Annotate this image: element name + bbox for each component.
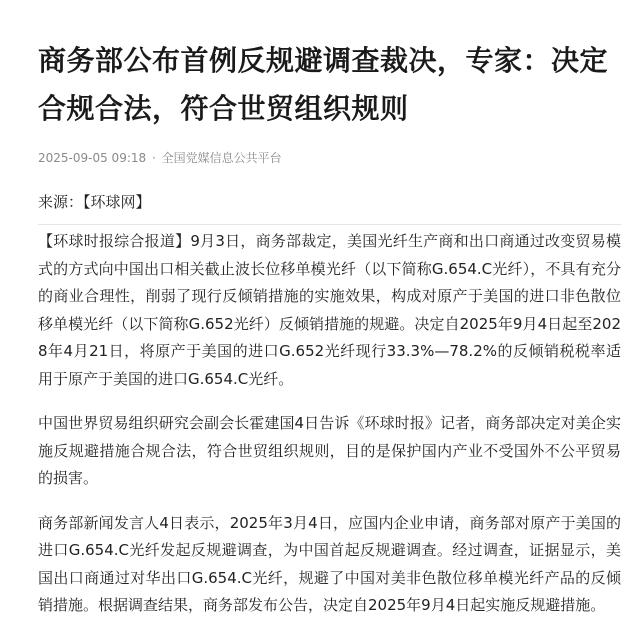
paragraph-1: 【环球时报综合报道】9月3日，商务部裁定，美国光纤生产商和出口商通过改变贸易模式的方式向中国出口相关截止波长位移单模光纤（以下简称G.654.C光纤），不具有充分的商业合理性，削弱了现行反倾销措施的实施效果，构成对原产于美国的进口非色散位移单模光纤（以下简称G.652光纤）反倾销措施的规避。决定自2025年9月4日起至2028年4月21日，将原产于美国的进口G.652光纤现行33.3%—78.2%的反倾销税税率适用于原产于美国的进口G.654.C光纤。 xyxy=(38,232,621,388)
article-source: 来源：【环球网】 xyxy=(38,193,151,211)
source-divider xyxy=(38,224,621,225)
publisher-name[interactable]: 全国党媒信息公共平台 xyxy=(161,151,282,165)
article-title: 商务部公布首例反规避调查裁决，专家：决定合规合法，符合世贸组织规则 xyxy=(38,44,609,125)
article-meta xyxy=(38,150,621,166)
publish-datetime: 2025-09-05 09:18 xyxy=(38,151,147,165)
meta-separator: · xyxy=(151,151,156,165)
paragraph-3: 商务部新闻发言人4日表示，2025年3月4日，应国内企业申请，商务部对原产于美国的进口G.654.C光纤发起反规避调查，为中国首起反规避调查。经过调查，证据显示，美国出口商通过对华出口G.654.C光纤，规避了中国对美非色散位移单模光纤产品的反倾销措施。根据调查结果，商务部发布公告，决定自2025年9月4日起实施反规避措施。 xyxy=(38,513,621,614)
paragraph-2: 中国世界贸易组织研究会副会长霍建国4日告诉《环球时报》记者，商务部决定对美企实施反规避措施合规合法，符合世贸组织规则，目的是保护国内产业不受国外不公平贸易的损害。 xyxy=(38,414,621,487)
